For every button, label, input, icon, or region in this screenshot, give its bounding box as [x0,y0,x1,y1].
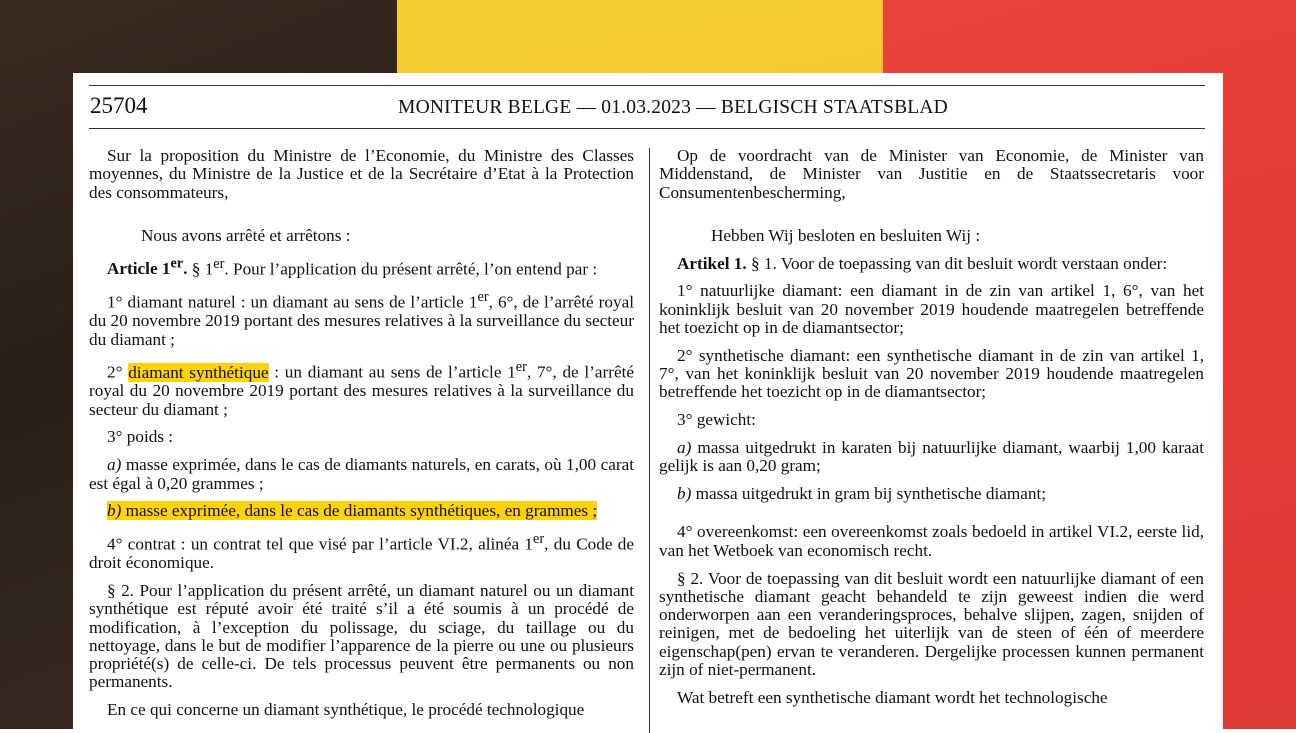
running-title: MONITEUR BELGE — 01.03.2023 — BELGISCH STAATSBLAD [398,97,948,118]
fr-article-sup-2: er [213,255,225,272]
fr-article-text-b: . Pour l’application du présent arrêté, l’on entend par : [224,259,598,279]
nl-item-3a-text: massa uitgedrukt in karaten bij natuurlijke diamant, waarbij 1,00 karaat gelijk is aan 0,20 gram; [659,438,1204,476]
fr-article-dot: . [183,259,188,279]
fr-item-3a-label: a) [107,455,122,475]
fr-item-2-b: : un diamant au sens de l’article 1 [268,363,516,383]
nl-article-text: § 1. Voor de toepassing van dit besluit wordt verstaan onder: [746,253,1168,273]
header-rule-bottom [89,128,1205,129]
fr-paragraph-3: En ce qui concerne un diamant synthétique, le procédé technologique [107,700,585,720]
fr-item-3b [89,502,634,520]
dutch-column [659,147,1204,717]
nl-item-3b-text: massa uitgedrukt in gram bij synthetische diamant; [691,484,1046,504]
nl-decree-formula: Hebben Wij besloten en besluiten Wij : [711,225,981,245]
nl-article-label: Artikel 1. [677,253,747,273]
fr-highlight-item-3b [107,501,597,520]
fr-item-1-b: , 6°, de l’arrêté royal du 20 novembre 2019 portant des mesures relatives à la surveillance du secteur du diamant ; [89,292,634,349]
fr-paragraph-2: § 2. Pour l’application du présent arrêté, un diamant naturel ou un diamant synthétique est réputé avoir été traité s’il a été soumis à un procédé de modification, à l’exception du polissage, du sciage, du taillage ou du nettoyage, dans le but de modifier l’apparence de la pierre ou une ou plusieurs propriété(s) de celle-ci. De tels processus peuvent être permanents ou non permanents. [89,580,634,692]
french-column [89,147,634,729]
page-number: 25704 [90,93,148,118]
fr-item-1-a: 1° diamant naturel : un diamant au sens de l’article 1 [107,292,478,312]
fr-item-4 [89,530,634,572]
fr-decree-formula: Nous avons arrêté et arrêtons : [141,225,351,245]
nl-paragraph-2: § 2. Voor de toepassing van dit besluit wordt een natuurlijke diamant of een synthetische diamant geacht behandeld te zijn geweest indien die werd onderworpen aan een veranderingsproces, behalve slijpen, zagen, snijden of reinigen, met de bedoeling het uiterlijk van de steen of één of meerdere eigenschap(pen) ervan te veranderen. Dergelijke processen kunnen permanent zijn of niet-permanent. [659,568,1204,680]
fr-item-2-sup: er [515,359,527,376]
nl-item-4: 4° overeenkomst: een overeenkomst zoals bedoeld in artikel VI.2, eerste lid, van het Wetboek van economisch recht. [659,522,1204,560]
fr-item-3a-text: masse exprimée, dans le cas de diamants naturels, en carats, où 1,00 carat est égal à 0,20 grammes ; [89,455,634,493]
nl-item-3a [659,439,1204,476]
fr-highlight-synthetic-diamond: diamant synthétique [128,363,269,383]
nl-item-1: 1° natuurlijke diamant: een diamant in de zin van artikel 1, 6°, van het koninklijk besluit van 20 november 2019 houdende maatregelen betreffende het toezicht op in de diamantsector; [659,281,1204,338]
nl-article-1 [659,255,1204,273]
nl-preamble: Op de voordracht van de Minister van Economie, de Minister van Middenstand, de Minister van Justitie en de Staatssecretaris voor Consumentenbescherming, [659,146,1204,202]
nl-item-3b-label: b) [677,484,692,504]
nl-item-3: 3° gewicht: [677,410,756,430]
fr-article-text-a: § 1 [187,259,214,279]
nl-item-3a-label: a) [677,438,692,458]
nl-item-3b [659,485,1204,503]
fr-article-1 [89,255,634,279]
fr-item-3b-label: b) [107,501,122,521]
fr-item-3b-text: masse exprimée, dans le cas de diamants synthétiques, en grammes ; [121,501,598,521]
fr-item-1 [89,288,634,349]
fr-item-3: 3° poids : [107,427,174,447]
document-page [73,73,1223,733]
fr-article-label: Article 1 [107,259,171,279]
fr-item-3a [89,456,634,493]
fr-item-4-b: , du Code de droit économique. [89,534,634,573]
column-divider [649,148,650,733]
fr-article-sup: er [170,255,184,272]
nl-paragraph-3: Wat betreft een synthetische diamant wordt het technologische [677,687,1108,707]
fr-item-4-a: 4° contrat : un contrat tel que visé par l’article VI.2, alinéa 1 [107,534,533,554]
nl-item-2: 2° synthetische diamant: een synthetische diamant in de zin van artikel 1, 7°, van het koninklijk besluit van 20 november 2019 houdende maatregelen betreffende het toezicht op in de diamantsector; [659,345,1204,402]
fr-item-2 [89,358,634,419]
header-rule-top [89,85,1205,86]
fr-item-4-sup: er [533,531,545,548]
fr-item-2-a: 2° [107,363,129,383]
fr-preamble: Sur la proposition du Ministre de l’Economie, du Ministre des Classes moyennes, du Ministre de la Justice et de la Secrétaire d’Etat à la Protection des consommateurs, [89,146,634,202]
fr-item-2-c: , 7°, de l’arrêté royal du 20 novembre 2019 portant des mesures relatives à la surveillance du secteur du diamant ; [89,363,635,419]
fr-item-1-sup: er [477,289,489,306]
